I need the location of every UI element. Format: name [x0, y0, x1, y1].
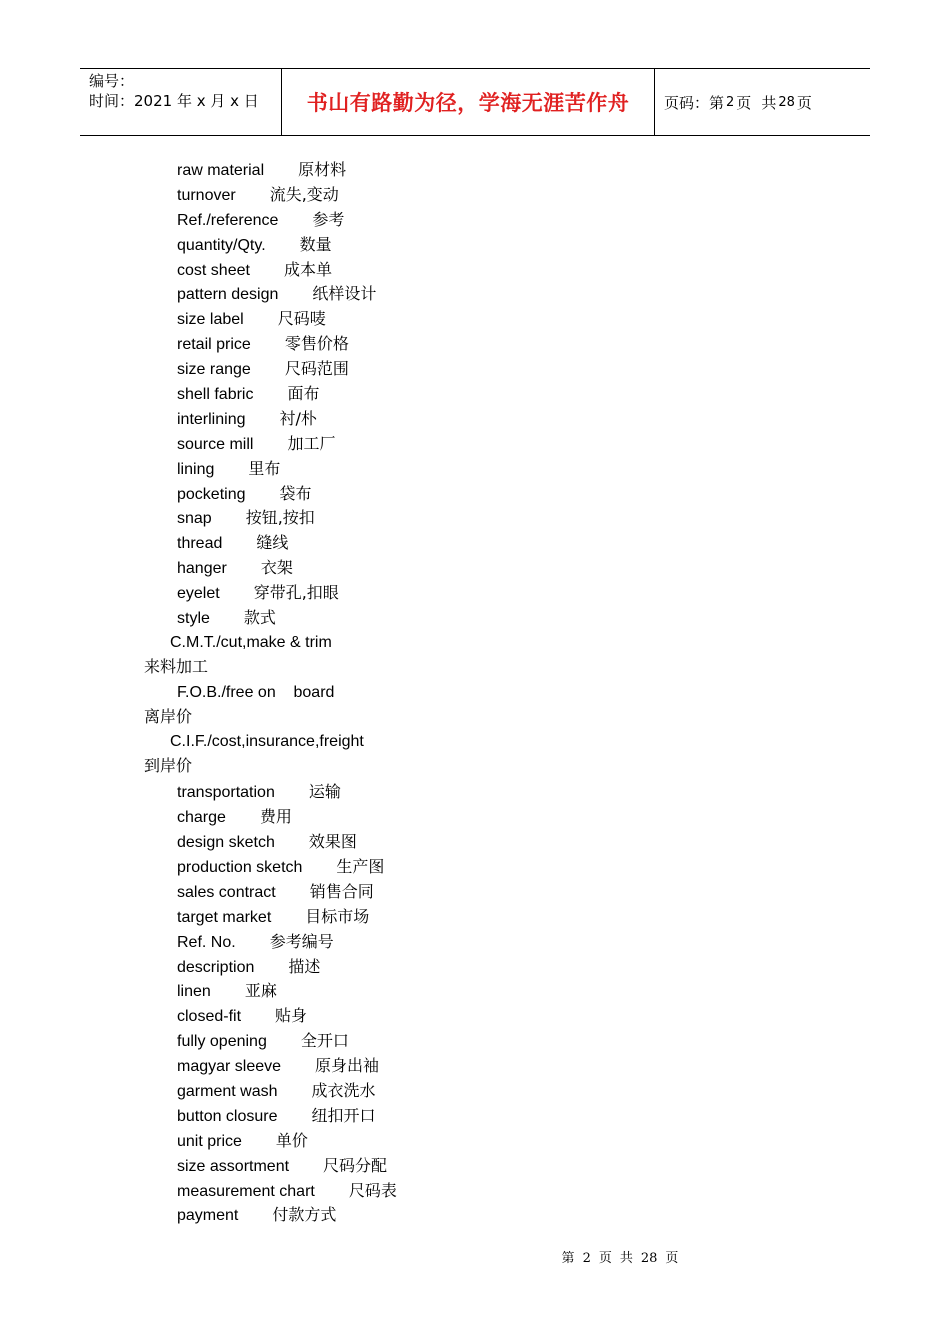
term-english: interlining: [177, 410, 246, 428]
term-chinese: 费用: [259, 807, 292, 827]
footer-ye: 页: [598, 1251, 612, 1266]
term-english: pocketing: [177, 485, 246, 503]
term-english: garment wash: [177, 1082, 278, 1100]
glossary-row: [0, 482, 950, 507]
header-page-cell: [655, 69, 870, 135]
term-chinese: 参考: [312, 209, 345, 229]
term-english: measurement chart: [177, 1182, 315, 1200]
glossary-row: [0, 531, 950, 556]
glossary-row: [0, 407, 950, 432]
term-english: charge: [177, 809, 226, 827]
footer-current: 2: [582, 1251, 591, 1266]
term-english: raw material: [177, 162, 265, 179]
term-chinese: 尺码分配: [323, 1155, 388, 1175]
term-english: style: [177, 610, 210, 628]
term-english: description: [177, 958, 255, 976]
term-english: production sketch: [177, 858, 303, 876]
term-english: size assortment: [177, 1157, 290, 1175]
glossary-row: [0, 282, 950, 307]
page-total: 28: [778, 94, 795, 110]
term-chinese: 成衣洗水: [311, 1080, 376, 1100]
term-chinese: 生产图: [336, 856, 385, 876]
glossary-row: [0, 805, 950, 830]
term-chinese: 原身出袖: [315, 1056, 380, 1076]
term-chinese: 参考编号: [269, 931, 334, 951]
term-chinese: 目标市场: [305, 906, 370, 926]
term-chinese: 衣架: [260, 558, 293, 578]
term-chinese: 款式: [243, 608, 276, 628]
glossary-body: [0, 158, 950, 1228]
term-english: retail price: [177, 336, 251, 354]
glossary-row: [0, 382, 950, 407]
code-label: 编号：: [89, 72, 135, 90]
term-english: size range: [177, 361, 251, 379]
term-english: cost sheet: [177, 261, 250, 279]
document-header: [80, 68, 870, 136]
term-chinese: 贴身: [275, 1006, 308, 1026]
term-english: sales contract: [177, 883, 276, 901]
glossary-row: [0, 606, 950, 631]
term-chinese: 流失,变动: [269, 184, 339, 204]
term-chinese: 纸样设计: [312, 284, 377, 304]
term-english: target market: [177, 908, 272, 926]
term-chinese: 效果图: [308, 832, 357, 852]
term-chinese: 尺码表: [348, 1180, 397, 1200]
term-cif-en: C.I.F./cost,insurance,freight: [170, 733, 364, 751]
term-cmt-en: C.M.T./cut,make & trim: [170, 633, 332, 651]
glossary-row: [0, 880, 950, 905]
term-chinese: 数量: [299, 234, 332, 254]
term-english: transportation: [177, 784, 275, 802]
term-chinese: 加工厂: [287, 433, 336, 453]
term-chinese: 亚麻: [244, 981, 277, 1001]
glossary-row: [0, 1154, 950, 1179]
term-english: unit price: [177, 1132, 242, 1150]
glossary-row: [0, 1079, 950, 1104]
glossary-row: [0, 1104, 950, 1129]
motto-text: 书山有路勤为径，学海无涯苦作舟: [306, 91, 630, 115]
glossary-row: [0, 307, 950, 332]
glossary-row: [0, 780, 950, 805]
footer-ye2: 页: [665, 1251, 679, 1266]
term-english: lining: [177, 460, 215, 478]
page-total-prefix: 共: [761, 93, 777, 112]
glossary-row: [0, 556, 950, 581]
term-chinese: 运输: [308, 782, 341, 802]
term-cmt-cn: 来料加工: [144, 658, 209, 676]
glossary-row: [0, 581, 950, 606]
term-english: linen: [177, 983, 211, 1001]
term-english: magyar sleeve: [177, 1058, 282, 1076]
glossary-row: [0, 158, 950, 183]
term-chinese: 穿带孔,扣眼: [253, 583, 339, 603]
term-chinese: 袋布: [279, 483, 312, 503]
term-chinese: 付款方式: [272, 1205, 337, 1225]
term-english: eyelet: [177, 585, 220, 603]
page-prefix: 页码：第: [664, 93, 725, 112]
term-english: closed-fit: [177, 1008, 242, 1026]
term-english: snap: [177, 510, 212, 528]
page-footer: [0, 1247, 950, 1266]
glossary-row: [0, 332, 950, 357]
glossary-row: [0, 930, 950, 955]
header-meta-cell: [80, 69, 281, 135]
term-chinese: 零售价格: [284, 334, 349, 354]
header-motto-cell: [281, 69, 655, 135]
glossary-row: [0, 258, 950, 283]
term-chinese: 原材料: [298, 160, 347, 179]
glossary-row: [0, 233, 950, 258]
term-english: Ref./reference: [177, 211, 279, 229]
glossary-row: [0, 1054, 950, 1079]
term-english: shell fabric: [177, 386, 254, 404]
term-english: payment: [177, 1207, 239, 1225]
term-english: fully opening: [177, 1033, 267, 1051]
glossary-row: [0, 830, 950, 855]
glossary-row: [0, 1179, 950, 1204]
term-chinese: 面布: [287, 384, 320, 404]
page-current: 2: [726, 94, 735, 110]
term-chinese: 按钮,按扣: [245, 508, 315, 528]
term-chinese: 全开口: [300, 1031, 349, 1051]
glossary-row: [0, 432, 950, 457]
glossary-list-2: [0, 780, 950, 1228]
term-english: turnover: [177, 186, 236, 204]
term-chinese: 单价: [275, 1130, 308, 1150]
term-english: Ref. No.: [177, 933, 236, 951]
glossary-row: [0, 955, 950, 980]
glossary-row: [0, 1129, 950, 1154]
term-english: design sketch: [177, 834, 275, 852]
term-chinese: 销售合同: [309, 881, 374, 901]
glossary-row: [0, 1004, 950, 1029]
term-english: size label: [177, 311, 244, 329]
term-english: pattern design: [177, 286, 279, 304]
footer-gong: 共: [619, 1251, 633, 1266]
glossary-row: [0, 1029, 950, 1054]
term-english: thread: [177, 535, 223, 553]
term-chinese: 衬/朴: [279, 408, 317, 428]
glossary-row: [0, 855, 950, 880]
term-english: quantity/Qty.: [177, 236, 266, 254]
term-fob-cn: 离岸价: [144, 708, 193, 726]
footer-total: 28: [640, 1251, 658, 1266]
term-english: button closure: [177, 1107, 278, 1125]
page-suffix: 页: [796, 93, 812, 112]
term-chinese: 尺码范围: [284, 359, 349, 379]
page-mid: 页: [736, 93, 752, 112]
footer-di: 第: [561, 1251, 575, 1266]
glossary-row: [0, 1203, 950, 1228]
glossary-row: [0, 506, 950, 531]
glossary-row: [0, 357, 950, 382]
term-chinese: 缝线: [256, 533, 289, 553]
glossary-row: [0, 183, 950, 208]
term-cif-cn: 到岸价: [144, 758, 193, 776]
glossary-row: [0, 905, 950, 930]
glossary-row: [0, 208, 950, 233]
glossary-list-1: [0, 158, 950, 631]
term-chinese: 尺码唛: [277, 309, 326, 329]
term-english: source mill: [177, 435, 254, 453]
term-fob-en: F.O.B./free on board: [177, 683, 335, 701]
term-chinese: 里布: [248, 458, 281, 478]
term-english: hanger: [177, 560, 227, 578]
time-label: 时间：2021 年 x 月 x 日: [89, 92, 259, 110]
glossary-row: [0, 979, 950, 1004]
term-chinese: 描述: [288, 956, 321, 976]
term-chinese: 成本单: [283, 259, 332, 279]
glossary-row: [0, 457, 950, 482]
term-chinese: 纽扣开口: [311, 1105, 376, 1125]
